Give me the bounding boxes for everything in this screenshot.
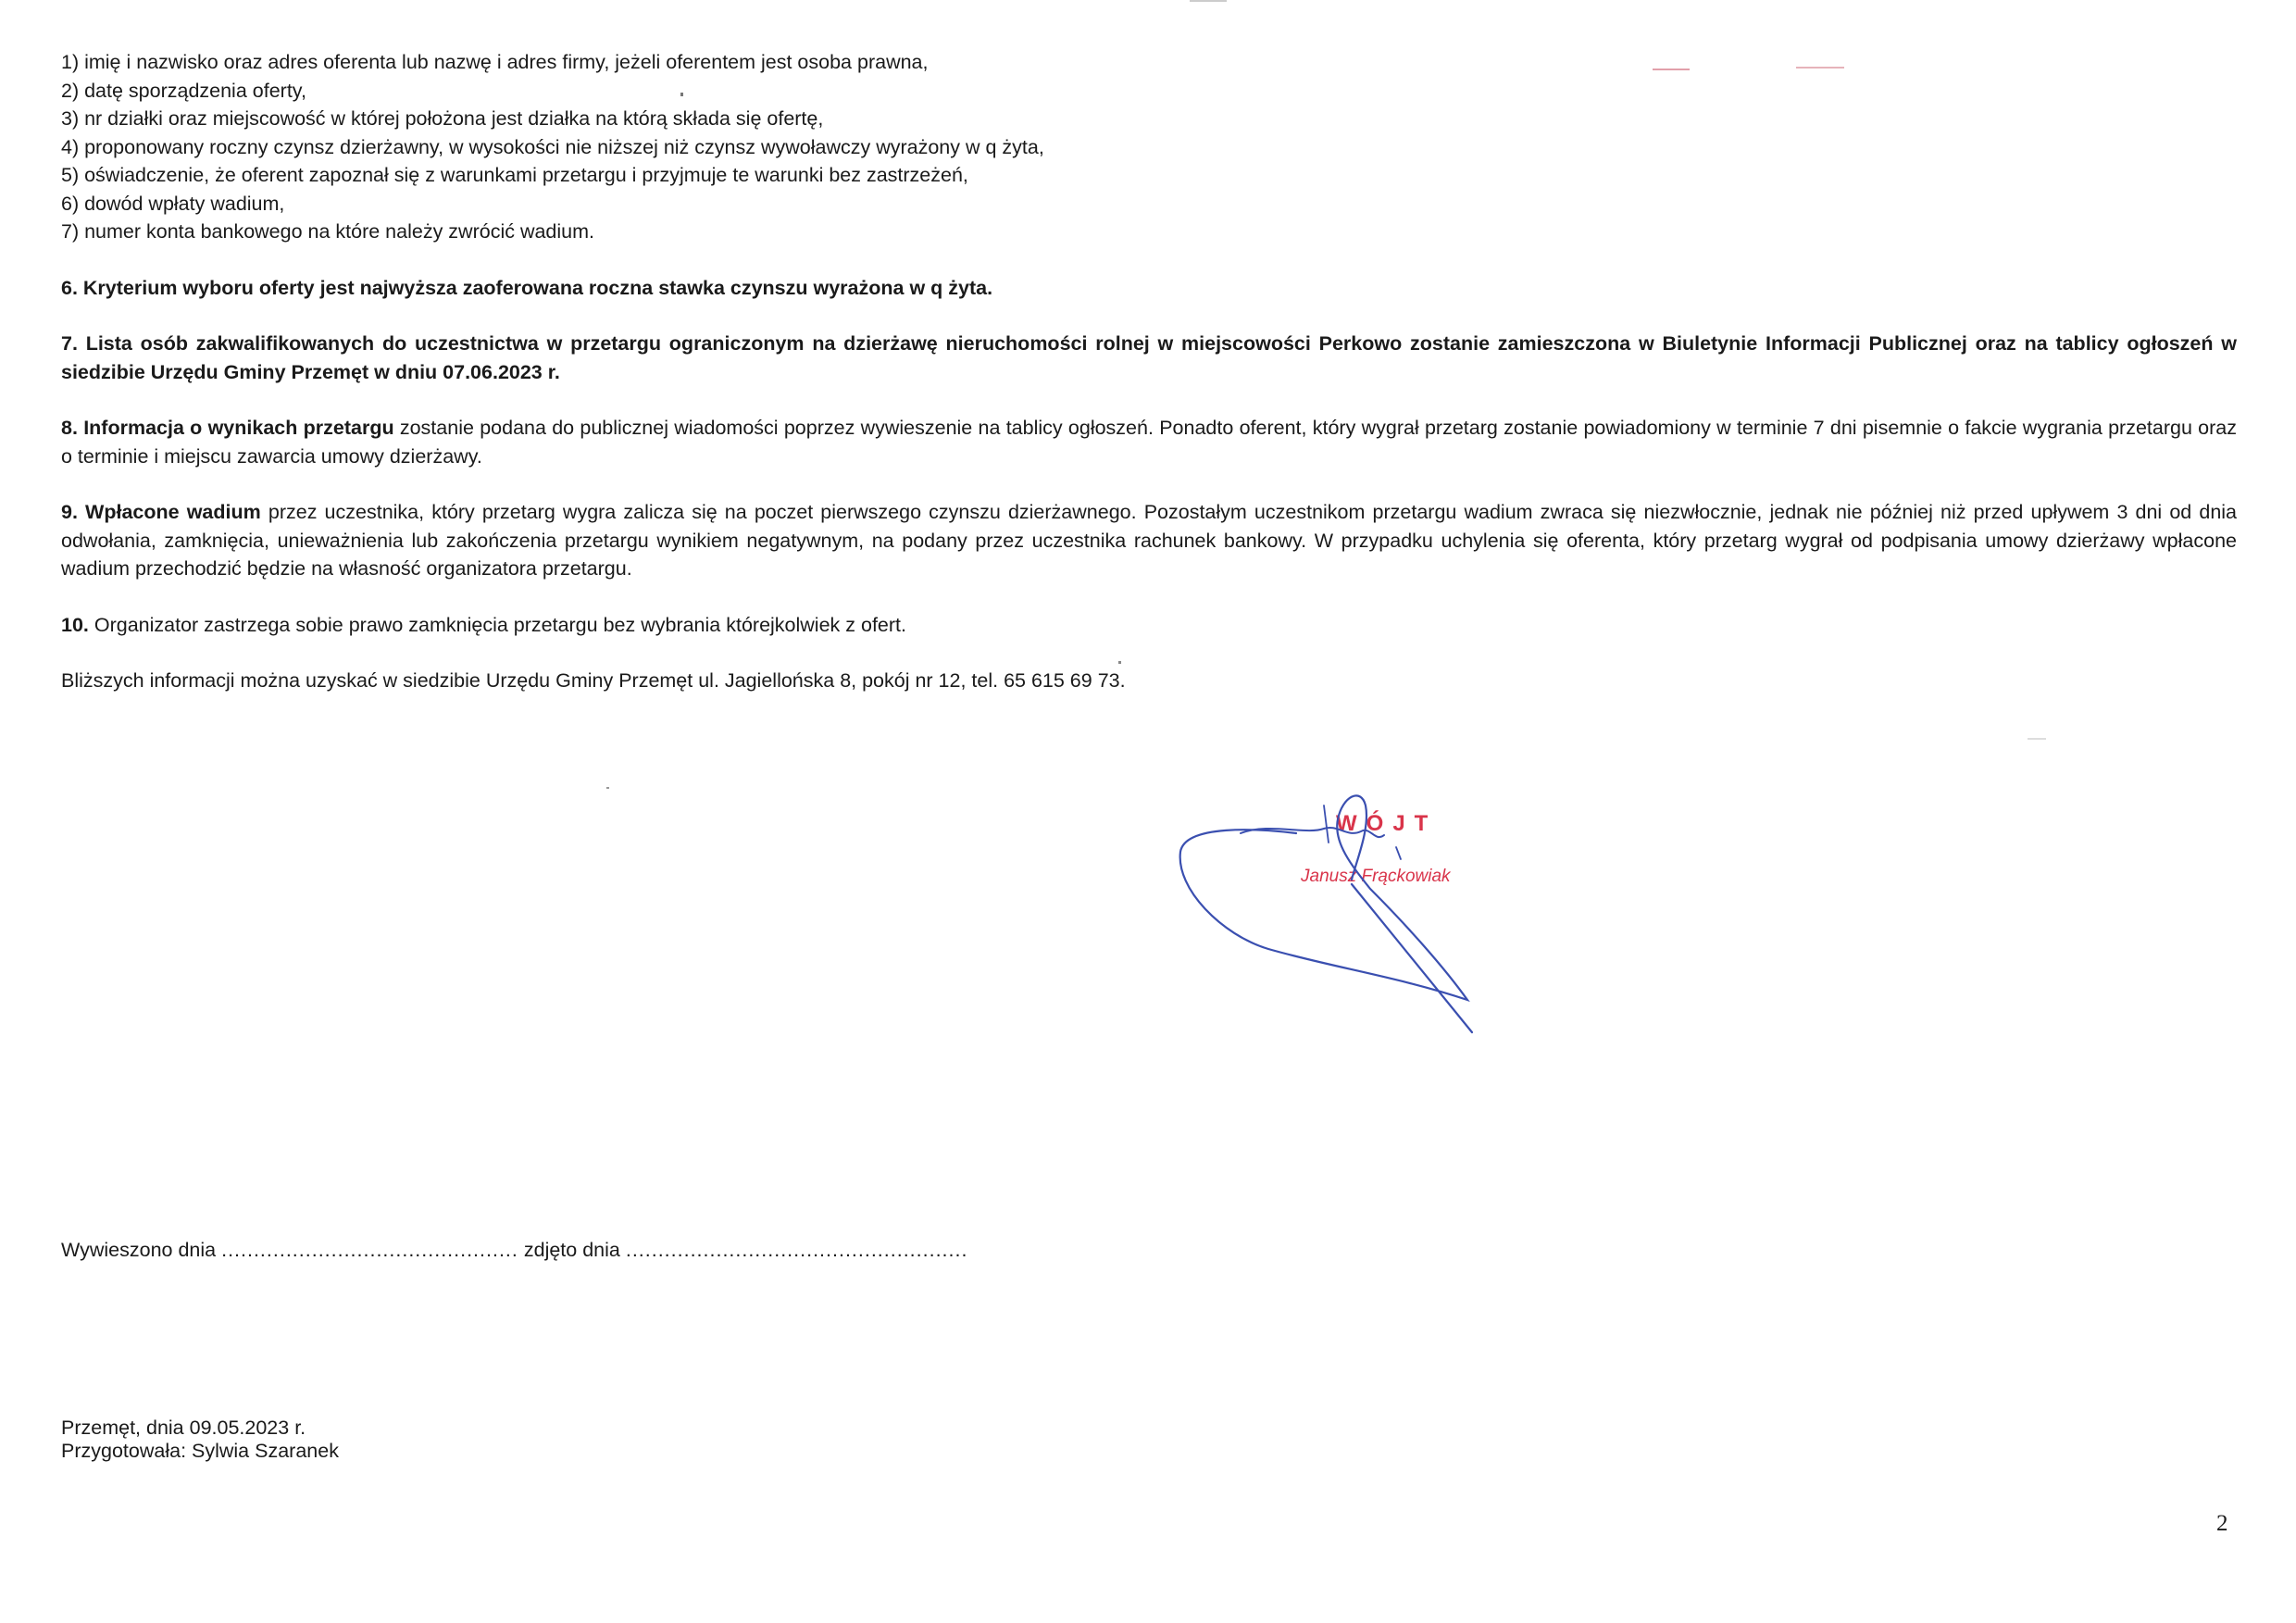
prepared-by: Przygotowała: Sylwia Szaranek bbox=[61, 1440, 339, 1462]
section-9-lead: 9. Wpłacone wadium bbox=[61, 501, 261, 523]
removed-label: zdjęto dnia bbox=[523, 1239, 620, 1261]
scan-artifact bbox=[1653, 69, 1690, 70]
list-item: 3) nr działki oraz miejscowość w której położona jest działka na którą składa się ofertę, bbox=[61, 107, 824, 130]
posting-record bbox=[61, 1236, 967, 1264]
scan-artifact bbox=[680, 93, 683, 96]
section-8-text: zostanie podana do publicznej wiadomości poprzez wywieszenie na tablicy ogłoszeń. Ponadto oferent, który wygrał przetarg zostanie powiadomiony w terminie 7 dni pisemnie o fakcie wygrania przetargu oraz o terminie i miejscu zawarcia umowy dzierżawy. bbox=[61, 417, 2238, 468]
list-item: 4) proponowany roczny czynsz dzierżawny, w wysokości nie niższej niż czynsz wywoławczy wyrażony w q żyta, bbox=[61, 135, 1044, 158]
handwritten-signature bbox=[1167, 778, 1592, 1046]
stamp-title: WÓJT bbox=[1336, 811, 1438, 836]
page-number: 2 bbox=[2216, 1511, 2228, 1536]
list-item: 5) oświadczenie, że oferent zapoznał się z warunkami przetargu i przyjmuje te warunki bez zastrzeżeń, bbox=[61, 164, 968, 186]
section-7-qualified-list: 7. Lista osób zakwalifikowanych do uczestnictwa w przetargu ograniczonym na dzierżawę nieruchomości rolnej w miejscowości Perkowo zostanie zamieszczona w Biuletynie Informacji Publicznej oraz na tablicy ogłoszeń w siedzibie Urzędu Gminy Przemęt w dniu 07.06.2023 r. bbox=[61, 332, 2237, 383]
list-item: 6) dowód wpłaty wadium, bbox=[61, 192, 285, 215]
document-body bbox=[61, 48, 2237, 695]
posted-date-blank: .............................................. bbox=[221, 1239, 518, 1261]
posted-label: Wywieszono dnia bbox=[61, 1239, 217, 1261]
section-10-number: 10. bbox=[61, 613, 89, 636]
place-and-date: Przemęt, dnia 09.05.2023 r. bbox=[61, 1417, 306, 1439]
section-6-selection-criterion: 6. Kryterium wyboru oferty jest najwyższa zaoferowana roczna stawka czynszu wyrażona w q żyta. bbox=[61, 276, 993, 299]
section-9-deposit bbox=[61, 498, 2237, 583]
scan-artifact bbox=[606, 787, 609, 789]
section-10-reservation bbox=[61, 611, 2237, 640]
scan-artifact bbox=[2028, 738, 2046, 740]
required-offer-contents-list bbox=[61, 48, 2237, 246]
contact-information: Bliższych informacji można uzyskać w siedzibie Urzędu Gminy Przemęt ul. Jagiellońska 8, pokój nr 12, tel. 65 615 69 73. bbox=[61, 669, 1126, 692]
scan-artifact bbox=[1118, 661, 1121, 664]
section-8-lead: 8. Informacja o wynikach przetargu bbox=[61, 417, 394, 439]
list-item: 7) numer konta bankowego na które należy zwrócić wadium. bbox=[61, 220, 595, 243]
official-stamp-signature bbox=[1167, 778, 1592, 1046]
list-item: 2) datę sporządzenia oferty, bbox=[61, 79, 306, 102]
section-9-text: przez uczestnika, który przetarg wygra zalicza się na poczet pierwszego czynszu dzierżawnego. Pozostałym uczestnikom przetargu wadium zwraca się niezwłocznie, jednak nie później niż przed upływem 3 dni od dnia odwołania, zamknięcia, unieważnienia lub zakończenia przetargu wynikiem negatywnym, na podany przez uczestnika rachunek bankowy. W przypadku uchylenia się oferenta, który przetarg wygrał od podpisania umowy dzierżawy wpłacone wadium przechodzić będzie na własność organizatora przetargu. bbox=[61, 501, 2238, 580]
stamp-name: Janusz Frąckowiak bbox=[1301, 867, 1451, 886]
scan-artifact bbox=[1190, 0, 1227, 2]
list-item: 1) imię i nazwisko oraz adres oferenta lub nazwę i adres firmy, jeżeli oferentem jest osoba prawna, bbox=[61, 51, 929, 73]
section-10-text: Organizator zastrzega sobie prawo zamknięcia przetargu bez wybrania którejkolwiek z ofert. bbox=[88, 613, 906, 636]
removed-date-blank: ..................................................... bbox=[625, 1239, 968, 1261]
document-footer bbox=[61, 1417, 339, 1463]
scan-artifact bbox=[1796, 67, 1844, 69]
section-8-results-info bbox=[61, 414, 2237, 470]
